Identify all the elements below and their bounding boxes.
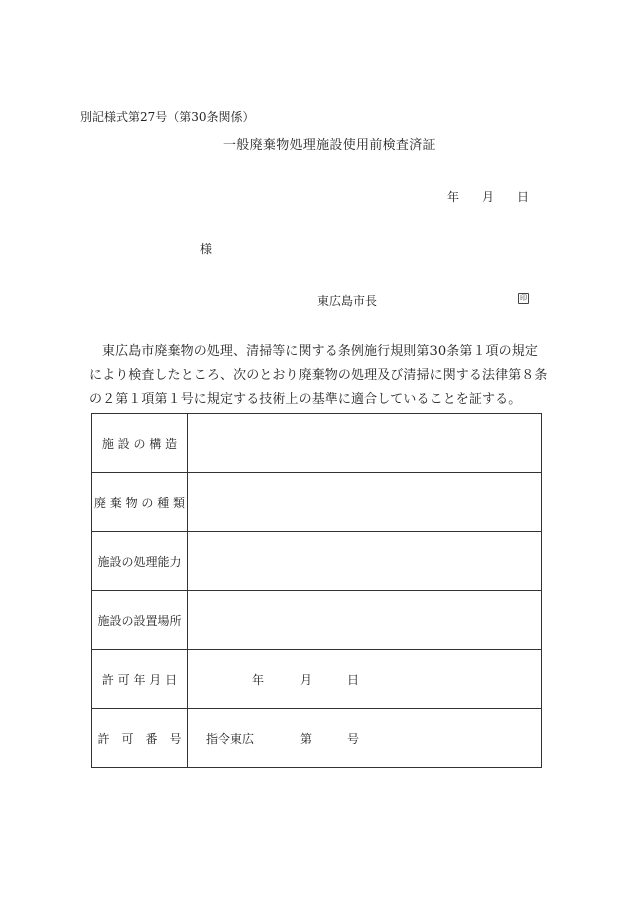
date-day: 日: [517, 190, 530, 204]
document-title: 一般廃棄物処理施設使用前検査済証: [223, 138, 436, 153]
permit-dai: 第: [300, 732, 313, 746]
addressee-suffix: 様: [200, 242, 213, 256]
label-waste-type: 廃 棄 物 の 種 類: [92, 473, 188, 532]
form-label: 別記様式第27号（第30条関係）: [80, 110, 255, 124]
label-permit-number: 許 可 番 号: [92, 709, 188, 768]
value-permit-number: [188, 709, 542, 768]
body-text: 東広島市廃棄物の処理、清掃等に関する条例施行規則第30条第１項の規定により検査したところ、次のとおり廃棄物の処理及び清掃に関する法律第８条の２第１項第１号に規定する技術上の基準に適合していることを証する。: [89, 344, 548, 407]
permit-year: 年: [252, 673, 265, 687]
value-capacity: [188, 532, 542, 591]
permit-month: 月: [300, 673, 313, 687]
value-waste-type: [188, 473, 542, 532]
date-year: 年: [447, 190, 460, 204]
issuer: 東広島市長: [317, 294, 378, 308]
table-row: [92, 650, 542, 709]
label-capacity: 施設の処理能力: [92, 532, 188, 591]
value-permit-date: [188, 650, 542, 709]
label-location: 施設の設置場所: [92, 591, 188, 650]
permit-day: 日: [347, 673, 360, 687]
value-location: [188, 591, 542, 650]
table-row: [92, 532, 542, 591]
table-row: [92, 709, 542, 768]
date-month: 月: [482, 190, 495, 204]
permit-prefix: 指令東広: [206, 732, 255, 746]
details-table: [91, 413, 542, 768]
table-row: [92, 473, 542, 532]
seal-mark: 印: [520, 294, 527, 302]
permit-go: 号: [347, 732, 360, 746]
label-permit-date: 許 可 年 月 日: [92, 650, 188, 709]
value-structure: [188, 414, 542, 473]
table-row: [92, 414, 542, 473]
table-row: [92, 591, 542, 650]
label-structure: 施 設 の 構 造: [92, 414, 188, 473]
